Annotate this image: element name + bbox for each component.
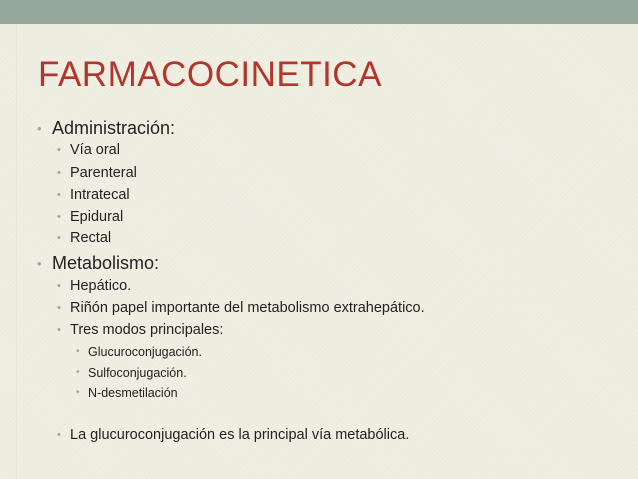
bullet-marker: • [76,367,80,378]
bullet-marker: • [57,324,61,336]
bullet-marker: • [57,429,61,441]
list-item-level-2: Parenteral [70,165,137,181]
list-item-level-2: Epidural [70,209,124,225]
top-bar [0,0,638,24]
list-item-level-2: Vía oral [70,142,120,158]
list-item-level-3: Glucuroconjugación. [88,345,202,359]
bullet-marker: • [57,144,61,156]
bullet-marker: • [76,387,80,398]
list-item-level-1: Metabolismo: [52,253,160,273]
bullet-marker: • [57,211,61,223]
bullet-marker: • [57,302,61,314]
bullet-marker: • [37,121,42,136]
left-divider [16,24,17,479]
slide-title: FARMACOCINETICA [38,55,382,94]
list-item-level-2: La glucuroconjugación es la principal vía metabólica. [70,427,410,443]
list-item-level-3: N-desmetilación [88,386,178,400]
bullet-marker: • [37,256,42,271]
bullet-marker: • [57,280,61,292]
bullet-marker: • [57,232,61,244]
list-item-level-1: Administración: [52,118,176,138]
list-item-level-2: Hepático. [70,278,132,294]
bullet-marker: • [57,189,61,201]
bullet-marker: • [57,167,61,179]
list-item-level-2: Intratecal [70,187,130,203]
list-item-level-2: Rectal [70,230,112,246]
list-item-level-2: Tres modos principales: [70,322,224,338]
list-item-level-3: Sulfoconjugación. [88,366,187,380]
list-item-level-2: Riñón papel importante del metabolismo extrahepático. [70,300,425,316]
bullet-marker: • [76,346,80,357]
